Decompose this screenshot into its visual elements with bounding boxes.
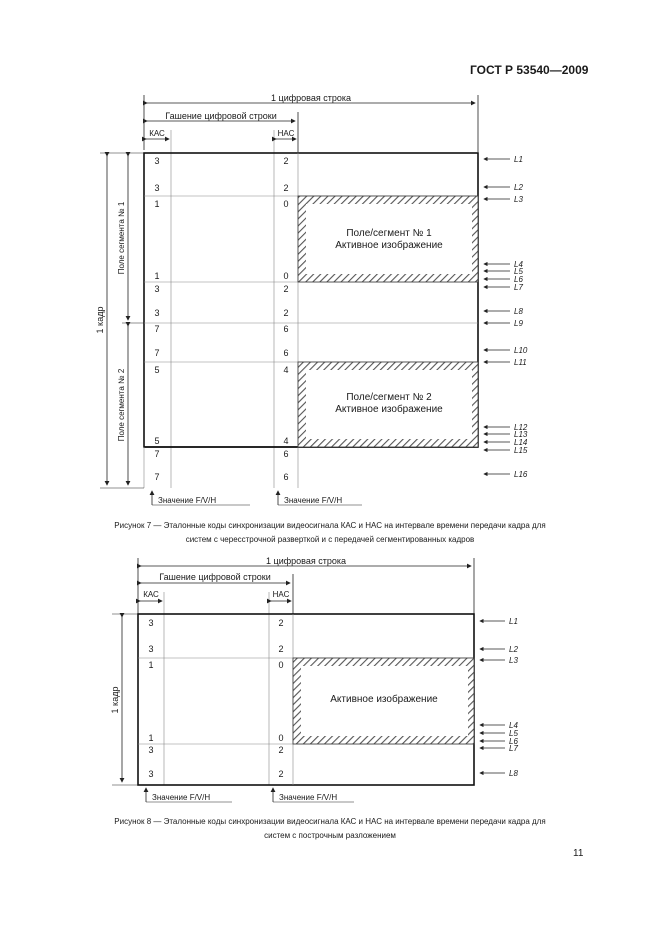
figure-8: [110, 556, 518, 802]
line-label: L4: [509, 721, 518, 730]
sav-code: 2: [278, 618, 284, 628]
sav-code: 6: [283, 348, 289, 358]
eav-code: 7: [154, 324, 160, 334]
line-label: L8: [509, 769, 518, 778]
figure-7-caption: [30, 519, 630, 547]
frame-label: 1 кадр: [110, 686, 120, 714]
fvh-value-eav: Значение F/V/H: [158, 496, 217, 505]
sav-code: 0: [278, 733, 284, 743]
eav-label: КАС: [149, 129, 165, 138]
sav-code: 2: [278, 769, 284, 779]
caption-line: систем с чересстрочной разверткой и с передачей сегментированных кадров: [185, 535, 475, 544]
sav-code: 4: [283, 436, 289, 446]
line-label: L1: [514, 155, 523, 164]
eav-code: 7: [154, 348, 160, 358]
line-label: L11: [514, 358, 527, 367]
line-label: L3: [514, 195, 523, 204]
sav-label: НАС: [272, 590, 290, 599]
eav-code: 3: [154, 284, 160, 294]
sav-code: 6: [283, 449, 289, 459]
sav-code: 2: [278, 644, 284, 654]
document-code: ГОСТ Р 53540—2009: [470, 63, 589, 77]
sav-code: 0: [283, 271, 289, 281]
eav-code: 3: [154, 156, 160, 166]
line-label: L5: [514, 267, 523, 276]
fvh-value-sav: Значение F/V/H: [279, 793, 338, 802]
line-label: L12: [514, 423, 528, 432]
eav-code: 1: [148, 660, 154, 670]
eav-code: 5: [154, 365, 160, 375]
sav-code: 0: [283, 199, 289, 209]
page-number: 11: [573, 848, 584, 859]
line-label: L2: [514, 183, 523, 192]
sav-code: 6: [283, 472, 289, 482]
blanking-label: Гашение цифровой строки: [165, 111, 277, 121]
line-label: L16: [514, 470, 528, 479]
sav-code: 2: [283, 156, 289, 166]
eav-code: 7: [154, 472, 160, 482]
line-label: L5: [509, 729, 518, 738]
figure-7: [95, 93, 528, 505]
sav-code: 2: [283, 183, 289, 193]
eav-code: 3: [148, 769, 154, 779]
digital-line-label: 1 цифровая строка: [271, 93, 351, 103]
caption-line: систем с построчным разложением: [264, 831, 396, 840]
eav-code: 7: [154, 449, 160, 459]
active-area-label: Активное изображение: [330, 694, 438, 705]
fvh-value-sav: Значение F/V/H: [284, 496, 343, 505]
line-label: L14: [514, 438, 528, 447]
line-label: L8: [514, 307, 523, 316]
active-area-2-label: Активное изображение: [335, 404, 443, 415]
digital-line-label: 1 цифровая строка: [266, 556, 346, 566]
field-2-label: Поле сегмента № 2: [117, 368, 126, 442]
line-label: L2: [509, 645, 518, 654]
active-area-1-label: Активное изображение: [335, 240, 443, 251]
line-label: L7: [509, 744, 518, 753]
figure-8-caption: [30, 815, 630, 843]
sav-code: 6: [283, 324, 289, 334]
sav-code: 0: [278, 660, 284, 670]
blanking-label: Гашение цифровой строки: [159, 572, 271, 582]
eav-code: 3: [148, 618, 154, 628]
eav-code: 5: [154, 436, 160, 446]
line-label: L15: [514, 446, 528, 455]
active-area-2-title: Поле/сегмент № 2: [346, 392, 432, 403]
line-label: L1: [509, 617, 518, 626]
line-label: L13: [514, 430, 528, 439]
line-label: L4: [514, 260, 523, 269]
eav-label: КАС: [143, 590, 159, 599]
eav-code: 1: [154, 199, 160, 209]
sav-code: 2: [278, 745, 284, 755]
line-label: L3: [509, 656, 518, 665]
eav-code: 3: [154, 183, 160, 193]
frame-label: 1 кадр: [95, 306, 105, 334]
fvh-value-eav: Значение F/V/H: [152, 793, 211, 802]
eav-code: 1: [148, 733, 154, 743]
sav-code: 4: [283, 365, 289, 375]
eav-code: 3: [148, 745, 154, 755]
line-label: L9: [514, 319, 523, 328]
field-1-label: Поле сегмента № 1: [117, 201, 126, 275]
sav-code: 2: [283, 284, 289, 294]
sav-label: НАС: [277, 129, 295, 138]
eav-code: 3: [154, 308, 160, 318]
line-label: L6: [514, 275, 523, 284]
line-label: L10: [514, 346, 528, 355]
caption-line: Рисунок 7 — Эталонные коды синхронизации видеосигнала КАС и НАС на интервале времени передачи кадра для: [114, 521, 546, 530]
sav-code: 2: [283, 308, 289, 318]
line-label: L6: [509, 737, 518, 746]
caption-line: Рисунок 8 — Эталонные коды синхронизации видеосигнала КАС и НАС на интервале времени передачи кадра для: [114, 817, 546, 826]
eav-code: 1: [154, 271, 160, 281]
active-area-1-title: Поле/сегмент № 1: [346, 228, 432, 239]
eav-code: 3: [148, 644, 154, 654]
line-label: L7: [514, 283, 523, 292]
